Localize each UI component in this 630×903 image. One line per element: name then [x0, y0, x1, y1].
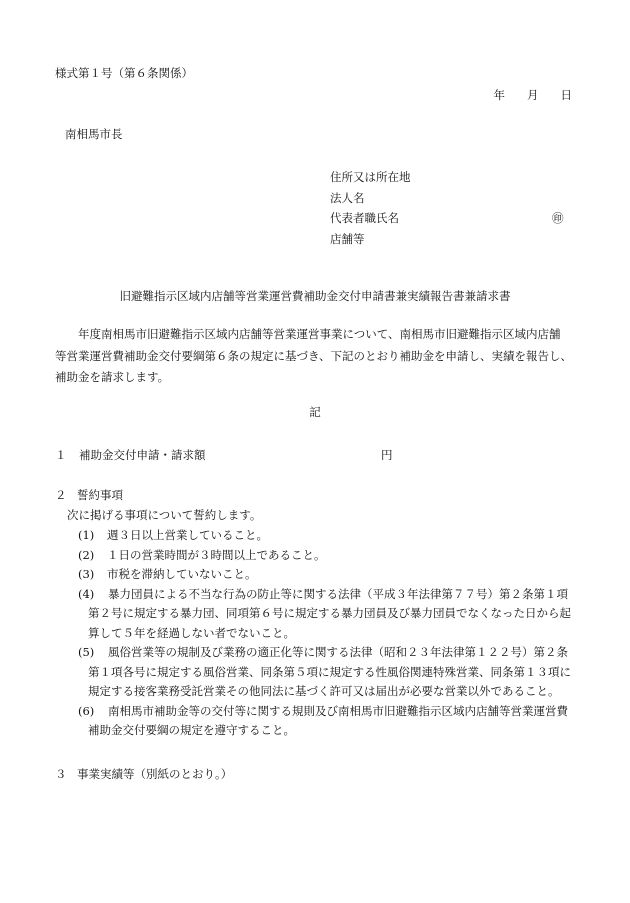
clause-number: (4): [78, 586, 95, 601]
clause-number: (2): [78, 547, 95, 562]
seal-mark: ㊞: [552, 211, 564, 225]
item-3-number: ３: [55, 767, 67, 781]
clause-text: 第２号に規定する暴力団、同項第６号に規定する暴力団員及び暴力団員でなくなった日から起: [88, 606, 571, 620]
clause-text: 算して５年を経過しない者でないこと。: [88, 625, 295, 640]
corp-name-label: 法人名: [330, 190, 365, 205]
clause-text: 週３日以上営業していること。: [107, 528, 268, 542]
store-label: 店舗等: [330, 231, 365, 246]
clause-number: (6): [78, 703, 95, 718]
address-label: 住所又は所在地: [330, 170, 411, 184]
item-2-number: ２: [55, 488, 67, 502]
oath-clause: [78, 585, 584, 644]
document-title: 旧避難指示区域内店舗等営業運営費補助金交付申請書兼実績報告書兼請求書: [119, 289, 511, 303]
date-day-label: 日: [560, 88, 572, 102]
clause-text: 第１項各号に規定する風俗営業、同条第５項に規定する性風俗関連特殊営業、同条第１３項に: [88, 664, 571, 679]
clause-text: 暴力団員による不当な行為の防止等に関する法律（平成３年法律第７７号）第２条第１項: [108, 586, 568, 601]
clause-number: (5): [78, 645, 95, 659]
body-line: 等営業運営費補助金交付要綱第６条の規定に基づき、下記のとおり補助金を申請し、実績を報告し、: [55, 348, 573, 363]
body-paragraph: [55, 324, 583, 389]
oath-clause: [78, 643, 584, 702]
item-1-unit: 円: [381, 448, 393, 462]
date-month-label: 月: [527, 88, 539, 102]
item-2-label: 誓約事項: [77, 488, 123, 502]
oath-clause: [78, 702, 584, 741]
representative-label: 代表者職氏名: [330, 211, 399, 225]
oath-intro: 次に掲げる事項について誓約します。: [67, 508, 262, 522]
clause-text: １日の営業時間が３時間以上であること。: [107, 547, 326, 562]
applicant-block: [330, 167, 570, 249]
item-3: [55, 766, 232, 782]
item-3-label: 事業実績等（別紙のとおり。）: [77, 767, 233, 781]
body-line: 年度南相馬市旧避難指示区域内店舗等営業運営事業について、南相馬市旧避難指示区域内店舗: [78, 327, 561, 341]
item-1-number: １: [55, 448, 67, 462]
representative-row: [330, 208, 570, 229]
date-line: [494, 87, 573, 103]
oath-clause: [78, 565, 584, 585]
item-2: [55, 487, 123, 503]
addressee: 南相馬市長: [65, 127, 123, 141]
item-1: [55, 447, 393, 463]
form-number: 様式第１号（第６条関係）: [55, 66, 193, 80]
oath-list: [78, 526, 584, 741]
clause-number: (3): [78, 567, 95, 581]
clause-text: 南相馬市補助金等の交付等に関する規則及び南相馬市旧避難指示区域内店舗等営業運営費: [108, 703, 568, 718]
oath-clause: [78, 546, 584, 566]
clause-text: 補助金交付要綱の規定を遵守すること。: [88, 723, 295, 737]
oath-clause: [78, 526, 584, 546]
ki-heading: 記: [309, 405, 321, 419]
clause-number: (1): [78, 528, 95, 542]
item-1-label: 補助金交付申請・請求額: [79, 448, 206, 462]
body-line: 補助金を請求します。: [55, 370, 170, 384]
date-year-label: 年: [493, 88, 505, 102]
clause-text: 市税を滞納していないこと。: [107, 567, 257, 581]
clause-text: 規定する接客業務受託営業その他同法に基づく許可又は届出が必要な営業以外であること。: [88, 684, 560, 698]
clause-text: 風俗営業等の規制及び業務の適正化等に関する法律（昭和２３年法律第１２２号）第２条: [108, 645, 568, 659]
